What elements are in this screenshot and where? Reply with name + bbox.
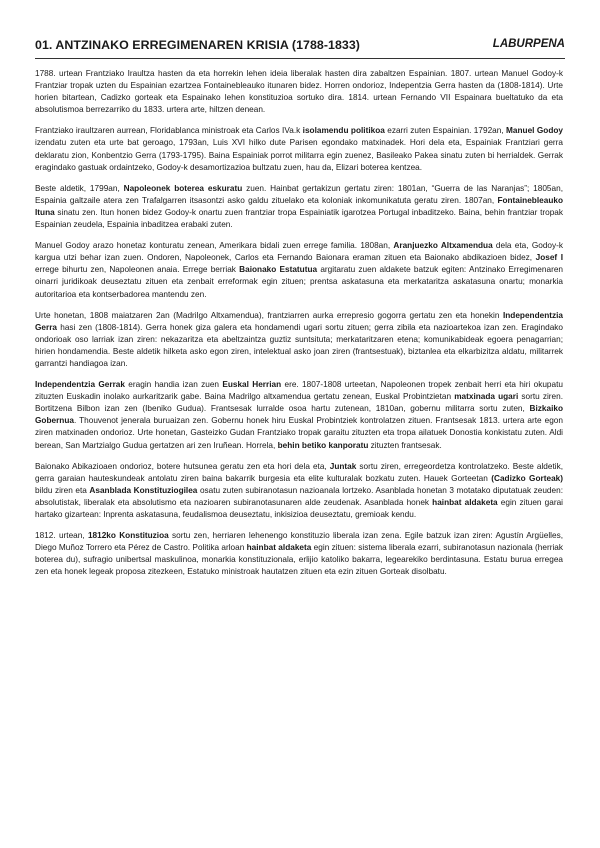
text-run: errege bihurtu zen, Napoleonen anaia. Errege berriak [35, 265, 240, 275]
text-run: sortu zen, herriaren lehenengo konstituzio liberala izan zena. Egile batzuk izan ziren: Agustín Argüelles, Diego Muñoz Torrero eta Pérez de Castro. Politika arloan [35, 531, 563, 553]
bold-term: Asanblada Konstituziogilea [89, 485, 198, 495]
text-run: Frantziako iraultzaren aurrean, Floridablanca ministroak eta Carlos IVa.k [35, 126, 303, 136]
paragraph-1 [35, 68, 563, 116]
paragraph-7 [35, 461, 563, 521]
text-run: ezarri zuten Espainian. 1792an, [384, 126, 507, 136]
text-run: 1788. urtean Frantziako Iraultza hasten da eta horrekin lehen ideia liberalak hasten dira zabaltzen Espainian. 1807. urtean Manuel Godoy-k Frantziar tropak uzten du Espainian ezartzea Fontainebleauko itunaren bidez. Horren ondorioz, Indepentzia Gerra hasten da (1808-1814). Urte horien bitartean, Cadizko gorteak eta Espainako lehen konstituzioa sortuko dira. 1814. urtean Fernando VII Espainara bueltatuko da eta absolutismoa berrezarriko du 1833. urtera arte, hiltzen denean. [35, 69, 563, 115]
text-run: egin zituen: sistema liberala ezarri, subiranotasun nazionala (herriak boterea du), sufragio unibertsal maskulinoa, monarkia konstituzionala, erlijio katoliko bakarra, legearekiko berdintasuna. Estatu burua erregea zen eta honek legeak proposa zitezkeen, Estatuko ministroak hautatzen zituen eta ezin zituen Gorteak disolbatu. [35, 543, 563, 577]
document-body [35, 68, 563, 587]
bold-term: behin betiko kanporatu [277, 440, 369, 450]
text-run: sortu ziren. Bortitzena Bilbon izan zen (Ibeniko Gudua). Frantsesak lurralde osoa hartu zutenean, 1810an, gobernu militarra sortu zuten, [35, 392, 563, 414]
text-run: eragin handia izan zuen [124, 380, 223, 390]
paragraph-8 [35, 530, 563, 578]
document-header [35, 38, 565, 59]
text-run: hasi zen (1808-1814). Gerra honek giza galera eta hondamendi ugari sortu zituen; gerra zibila eta nazioartekoa izan zen. Eragindako ondorioak oso larriak izan ziren: nekazaritza eta abeltzaintza guztiz suntsituta; merkataritzaren etena; komunikabideak egoera penagarrian; hirien hondamendia. Beste aldetik hilketa asko egon ziren, intelektual asko joan ziren (frantsestuak), biztanlea eta elkarbizitza aldatu, militarrek garrantzi handiagoa izan. [35, 322, 563, 368]
paragraph-2 [35, 125, 563, 173]
text-run: 1812. urtean, [35, 531, 88, 541]
text-run: Beste aldetik, 1799an, [35, 183, 124, 193]
paragraph-6 [35, 379, 563, 452]
text-run: izendatu zuten eta urte bat geroago, 1793an, Luis XVI hilko dute Parisen egondako matxinadek. Hori dela eta, Espainiak Frantziari gerra deklaratu zion, Konbentzio Gerra (1793-1795). Baina Espainiak porrot militarra egin zuenez, Basileako Pakea sinatu zuten bi herrialdek. Gerrak eragindako gastuak ordaintzeko, Godoy-k desamortizazioa bultzatu zuen, hau da, Elizari boterea kentzea. [35, 138, 563, 172]
summary-tag: LABURPENA [492, 38, 565, 50]
bold-term: Napoleonek boterea eskuratu [123, 183, 243, 193]
bold-term: Josef I [535, 253, 563, 263]
bold-term: Independentzia Gerrak [35, 380, 125, 390]
text-run: Baionako Abikazioaen ondorioz, botere hutsunea geratu zen eta hori dela eta, [35, 461, 330, 471]
text-run: Manuel Godoy arazo honetaz konturatu zenean, Amerikara bidali zuen errege familia. 1808an, [35, 241, 394, 251]
text-run: dela eta, Godoy-k kargua utzi behar izan zuen. Ondoren, Napoleonek, Carlos eta Fernando Baionara eraman zituen eta Baionako abdikazioen bidez, [35, 241, 563, 263]
text-run: Urte honetan, 1808 maiatzaren 2an (Madrilgo Altxamendua), frantziarren aurka errepresio gogorra gertatu zen eta honekin [35, 310, 503, 320]
bold-term: 1812ko Konstituzioa [87, 531, 169, 541]
bold-term: isolamendu politikoa [302, 126, 385, 136]
text-run: egin zituen garai hartako gizartean: Inprenta askatasuna, feudalismoa deuseztatu, inkisizioa deuseztatu, gremioak kendu. [35, 497, 563, 519]
bold-term: Aranjuezko Altxamendua [393, 241, 493, 251]
text-run: osatu zuten subiranotasun nazioanala lortzeko. Asanblada honetan 3 motatako diputatuak zeuden: absolutistak, liberalak eta absolutismo eta nazioaren subiranotasunaren alde zeudenak. Asanblada honek [35, 485, 563, 507]
bold-term: hainbat aldaketa [432, 497, 498, 507]
page-title: 01. ANTZINAKO ERREGIMENAREN KRISIA (1788-1833) [35, 38, 360, 52]
text-run: zituzten frantsesak. [368, 440, 442, 450]
text-run: sortu ziren, erregeordetza kontrolatzeko. Beste aldetik, gerra garaian hauteskundeak antolatu ziren baina bakarrik burgesia eta elite kulturalak bozkatu zuten. Hauek Gorteetan [35, 461, 564, 483]
bold-term: Baionako Estatutua [239, 265, 318, 275]
bold-term: Juntak [329, 461, 357, 471]
text-run: zuen. Hainbat gertakizun gertatu ziren: 1801an, “Guerra de las Naranjas”; 1805an, Espainia galtzaile atera zen Trafalgarren itsasontzi asko galdu zituelako eta koloniak inkomunikatuta geratu ziren. 1807an, [35, 183, 563, 205]
bold-term: hainbat aldaketa [246, 543, 312, 553]
paragraph-4 [35, 240, 563, 300]
bold-term: Independentzia Gerra [35, 310, 563, 332]
paragraph-5 [35, 310, 563, 370]
bold-term: Euskal Herrian [222, 380, 282, 390]
bold-term: Manuel Godoy [506, 126, 563, 136]
paragraph-3 [35, 183, 563, 231]
text-run: sinatu zen. Itun honen bidez Godoy-k onartu zuen frantziar tropa Espainiatik igarotzea Portugal inbaditzeko. Baina, behin frantziar tropak Espainian zeudela, Espainia inbaditzea erabaki zuten. [35, 207, 563, 230]
bold-term: Bizkaiko Gobernua [35, 404, 563, 426]
text-run: ere. 1807-1808 urteetan, Napoleonen tropek zenbait herri eta hiri okupatu zituzten Euskadin inolako aurkaritzarik gabe. Baina Madrilgo altxamendua gertatu zenean, Euskal Probintzietan [35, 380, 563, 402]
text-run: bildu ziren eta [35, 485, 90, 495]
text-run: argitaratu zuen aldakete batzuk egiten: Antzinako Erregimenaren oinarri juridikoak deuseztatu zituen eta zenbait erreformak egin zituen; prentsa askatasuna eta merkataritza askatasuna onartu; monarkia autoritarioa eta kontserbadorea mantendu zen. [35, 265, 563, 299]
bold-term: matxinada ugari [454, 392, 519, 402]
bold-term: (Cadizko Gorteak) [491, 473, 563, 483]
bold-term: Fontainebleauko Ituna [35, 195, 563, 217]
text-run: . Thouvenot jenerala buruaizan zen. Gobernu honek hiru Euskal Probintziek kontrolatzen zituen. Frantsesak 1813. urtera arte egon ziren matxinaden ondorioz. Urte honetan, Gasteizko Gudan Frantziako tropak garaitu zituzten eta tropa ailatuek Donostia konkistatu zuten. Aldi berean, San Martzialgo Gudua gertatzen ari zen Iruñean. Horrela, [35, 416, 563, 450]
